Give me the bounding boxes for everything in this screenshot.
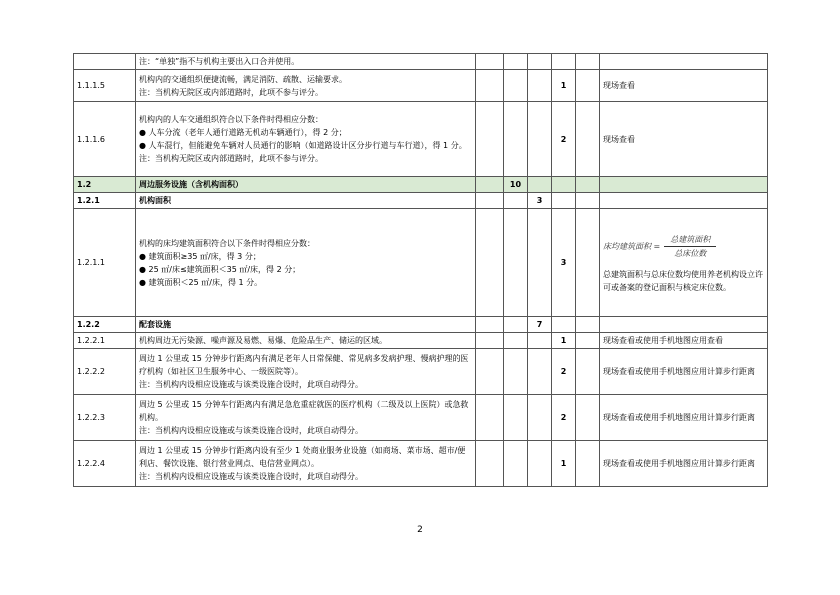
method-text: 总建筑面积与总床位数均使用养老机构设立许可或备案的登记面积与核定床位数。 [603, 270, 763, 292]
table-row [74, 395, 768, 441]
item-description [136, 441, 476, 487]
description-line: 机构周边无污染源、噪声源及易燃、易爆、危险品生产、储运的区域。 [139, 336, 387, 345]
item-description [136, 333, 476, 349]
note-text: 注：当机构内设相应设施或与该类设施合设时，此项自动得分。 [139, 380, 363, 389]
item-code: 1.1.1.6 [74, 102, 136, 177]
bullet-line: ● 人车分流（老年人通行道路无机动车辆通行），得 2 分； [139, 128, 347, 137]
page-number: 2 [417, 525, 423, 535]
table-row [74, 209, 768, 317]
evaluation-method: 现场查看 [600, 102, 768, 177]
standard-table [73, 53, 768, 487]
note-text: 注：“单独”指不与机构主要出入口合并使用。 [139, 57, 300, 66]
item-description [136, 209, 476, 317]
score-level-3: 7 [528, 317, 552, 333]
table-row [74, 349, 768, 395]
description-line: 周边 5 公里或 15 分钟车行距离内有满足急危重症就医的医疗机构（二级及以上医院）或急救机构。 [139, 400, 469, 422]
score-level-4: 1 [552, 333, 576, 349]
description-line: 机构内的交通组织便捷流畅，满足消防、疏散、运输要求。 [139, 74, 347, 84]
description-line: 周边 1 公里或 15 分钟步行距离内设有至少 1 处商业服务业设施（如商场、菜市场、超市/便利店、餐饮设施、银行营业网点、电信营业网点）。 [139, 446, 466, 468]
score-level-4: 3 [552, 209, 576, 317]
evaluation-method: 现场查看或使用手机地图应用计算步行距离 [600, 441, 768, 487]
item-description [136, 102, 476, 177]
section-row [74, 177, 768, 193]
item-code: 1.2.2.3 [74, 395, 136, 441]
bullet-line: ● 建筑面积≥35 ㎡/床，得 3 分； [139, 251, 261, 261]
item-description [136, 54, 476, 70]
note-text: 注：当机构内设相应设施或与该类设施合设时，此项自动得分。 [139, 472, 363, 481]
item-description [136, 395, 476, 441]
item-code: 1.2.2.1 [74, 333, 136, 349]
score-level-4: 2 [552, 395, 576, 441]
score-level-3: 3 [528, 193, 552, 209]
score-level-4: 1 [552, 70, 576, 102]
bullet-line: ● 25 ㎡/床≤建筑面积＜35 ㎡/床，得 2 分； [139, 264, 301, 274]
item-description [136, 70, 476, 102]
formula-denominator: 总床位数 [674, 249, 707, 258]
section-title: 周边服务设施（含机构面积） [136, 177, 476, 193]
subsection-code: 1.2.2 [74, 317, 136, 333]
evaluation-method [600, 209, 768, 317]
section-code: 1.2 [74, 177, 136, 193]
item-code: 1.2.2.4 [74, 441, 136, 487]
item-code: 1.2.2.2 [74, 349, 136, 395]
formula-lhs: 床均建筑面积 = [603, 242, 661, 251]
subsection-row [74, 193, 768, 209]
note-text: 注：当机构内设相应设施或与该类设施合设时，此项自动得分。 [139, 426, 363, 435]
item-description [136, 349, 476, 395]
item-code: 1.2.1.1 [74, 209, 136, 317]
subsection-row [74, 317, 768, 333]
area-formula [603, 233, 764, 260]
table-row [74, 333, 768, 349]
table-row [74, 102, 768, 177]
note-text: 注：当机构无院区或内部道路时，此项不参与评分。 [139, 87, 323, 97]
table-row [74, 441, 768, 487]
evaluation-method: 现场查看或使用手机地图应用计算步行距离 [600, 395, 768, 441]
formula-numerator: 总建筑面积 [664, 233, 716, 247]
score-level-4: 1 [552, 441, 576, 487]
bullet-line: ● 建筑面积＜25 ㎡/床，得 1 分。 [139, 277, 263, 287]
evaluation-method: 现场查看 [600, 70, 768, 102]
score-level-4: 2 [552, 102, 576, 177]
evaluation-method: 现场查看或使用手机地图应用查看 [600, 333, 768, 349]
item-code-cell [74, 54, 136, 70]
score-level-2: 10 [504, 177, 528, 193]
subsection-title: 配套设施 [136, 317, 476, 333]
note-text: 注：当机构无院区或内部道路时，此项不参与评分。 [139, 154, 323, 163]
formula-fraction [664, 233, 716, 260]
table-row [74, 70, 768, 102]
description-line: 机构内的人车交通组织符合以下条件时得相应分数： [139, 115, 323, 124]
score-level-4: 2 [552, 349, 576, 395]
description-line: 机构的床均建筑面积符合以下条件时得相应分数： [139, 238, 315, 248]
subsection-title: 机构面积 [136, 193, 476, 209]
description-line: 周边 1 公里或 15 分钟步行距离内有满足老年人日常保健、常见病多发病护理、慢病护理的医疗机构（如社区卫生服务中心、一级医院等）。 [139, 354, 469, 376]
subsection-code: 1.2.1 [74, 193, 136, 209]
table-row [74, 54, 768, 70]
evaluation-method: 现场查看或使用手机地图应用计算步行距离 [600, 349, 768, 395]
item-code: 1.1.1.5 [74, 70, 136, 102]
bullet-line: ● 人车混行，但能避免车辆对人员通行的影响（如道路设计区分步行道与车行道），得 1 分。 [139, 141, 467, 150]
